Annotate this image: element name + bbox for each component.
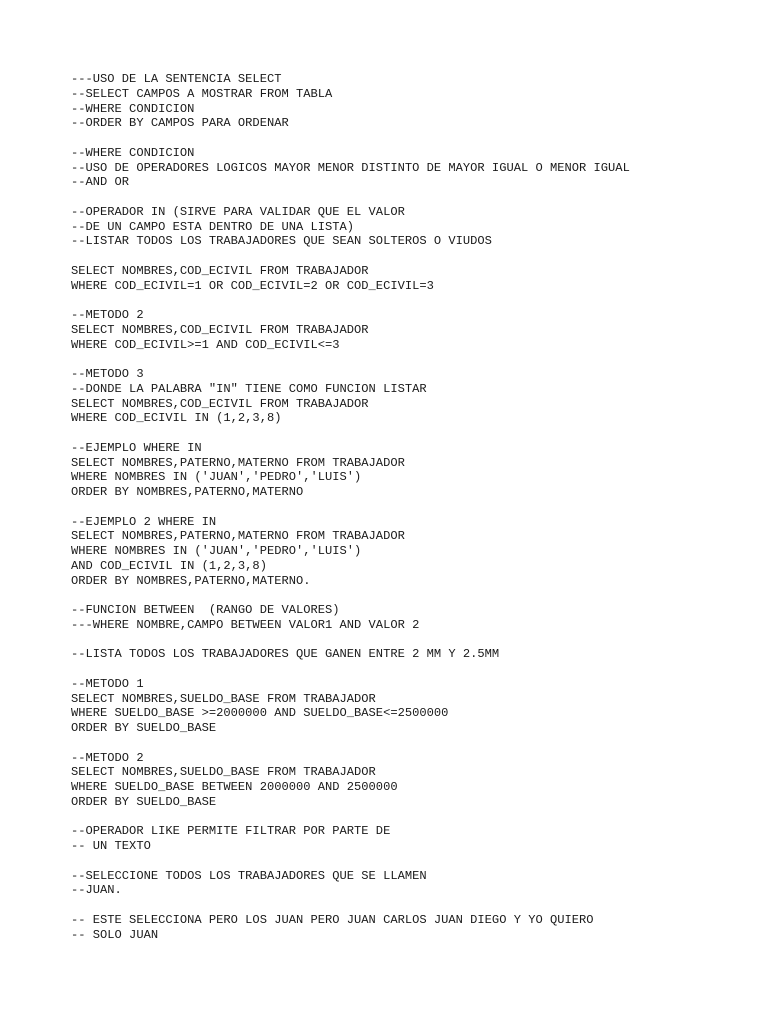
code-block: [71, 441, 751, 500]
code-line: WHERE NOMBRES IN ('JUAN','PEDRO','LUIS'): [71, 470, 362, 485]
code-block: [71, 647, 751, 662]
code-line: --METODO 2: [71, 750, 144, 765]
code-line: SELECT NOMBRES,SUELDO_BASE FROM TRABAJADOR: [71, 765, 376, 780]
code-line: -- ESTE SELECCIONA PERO LOS JUAN PERO JUAN CARLOS JUAN DIEGO Y YO QUIERO: [71, 912, 594, 927]
code-line: --SELECCIONE TODOS LOS TRABAJADORES QUE SE LLAMEN: [71, 868, 427, 883]
code-block: [71, 264, 751, 294]
code-line: --DE UN CAMPO ESTA DENTRO DE UNA LISTA): [71, 219, 355, 234]
code-line: --LISTAR TODOS LOS TRABAJADORES QUE SEAN SOLTEROS O VIUDOS: [71, 234, 492, 249]
code-block: [71, 146, 751, 190]
code-line: ORDER BY NOMBRES,PATERNO,MATERNO: [71, 485, 304, 499]
code-line: WHERE NOMBRES IN ('JUAN','PEDRO','LUIS'): [71, 544, 362, 558]
code-line: SELECT NOMBRES,COD_ECIVIL FROM TRABAJADOR: [71, 396, 369, 411]
code-line: --ORDER BY CAMPOS PARA ORDENAR: [71, 116, 289, 131]
code-block: [71, 677, 751, 736]
code-block: [71, 751, 751, 810]
code-line: --EJEMPLO WHERE IN: [71, 440, 202, 455]
code-line: SELECT NOMBRES,PATERNO,MATERNO FROM TRABAJADOR: [71, 529, 405, 544]
code-line: --METODO 3: [71, 367, 144, 381]
code-line: WHERE SUELDO_BASE BETWEEN 2000000 AND 2500000: [71, 780, 398, 794]
code-line: --SELECT CAMPOS A MOSTRAR FROM TABLA: [71, 86, 333, 101]
code-line: WHERE SUELDO_BASE >=2000000 AND SUELDO_BASE<=2500000: [71, 706, 449, 721]
code-line: --LISTA TODOS LOS TRABAJADORES QUE GANEN ENTRE 2 MM Y 2.5MM: [71, 647, 500, 662]
code-line: --AND OR: [71, 175, 130, 190]
code-line: WHERE COD_ECIVIL>=1 AND COD_ECIVIL<=3: [71, 337, 340, 352]
document-body: [71, 72, 751, 957]
code-line: WHERE COD_ECIVIL=1 OR COD_ECIVIL=2 OR COD_ECIVIL=3: [71, 278, 434, 293]
code-line: ORDER BY NOMBRES,PATERNO,MATERNO.: [71, 573, 311, 588]
code-line: -- SOLO JUAN: [71, 927, 159, 942]
code-line: SELECT NOMBRES,COD_ECIVIL FROM TRABAJADOR: [71, 263, 369, 278]
code-line: --METODO 2: [71, 308, 144, 322]
code-line: SELECT NOMBRES,PATERNO,MATERNO FROM TRABAJADOR: [71, 455, 405, 470]
code-line: --USO DE OPERADORES LOGICOS MAYOR MENOR DISTINTO DE MAYOR IGUAL O MENOR IGUAL: [71, 160, 630, 175]
code-line: ORDER BY SUELDO_BASE: [71, 794, 217, 809]
code-line: SELECT NOMBRES,COD_ECIVIL FROM TRABAJADOR: [71, 322, 369, 337]
code-line: SELECT NOMBRES,SUELDO_BASE FROM TRABAJADOR: [71, 691, 376, 706]
code-block: [71, 205, 751, 249]
code-line: --OPERADOR LIKE PERMITE FILTRAR POR PARTE DE: [71, 824, 391, 839]
code-block: [71, 603, 751, 633]
code-line: WHERE COD_ECIVIL IN (1,2,3,8): [71, 411, 282, 426]
code-block: [71, 308, 751, 352]
code-block: [71, 869, 751, 899]
code-block: [71, 913, 751, 943]
code-block: [71, 824, 751, 854]
code-line: --OPERADOR IN (SIRVE PARA VALIDAR QUE EL VALOR: [71, 204, 405, 219]
code-line: --JUAN.: [71, 883, 122, 898]
code-line: --WHERE CONDICION: [71, 145, 195, 160]
code-block: [71, 72, 751, 131]
code-line: ---WHERE NOMBRE,CAMPO BETWEEN VALOR1 AND VALOR 2: [71, 617, 420, 632]
code-block: [71, 515, 751, 589]
code-line: ORDER BY SUELDO_BASE: [71, 721, 217, 735]
code-line: --METODO 1: [71, 676, 144, 691]
code-line: --FUNCION BETWEEN (RANGO DE VALORES): [71, 603, 340, 617]
code-line: --EJEMPLO 2 WHERE IN: [71, 514, 217, 529]
code-line: -- UN TEXTO: [71, 839, 151, 853]
code-block: [71, 367, 751, 426]
code-line: --DONDE LA PALABRA "IN" TIENE COMO FUNCION LISTAR: [71, 381, 427, 396]
code-line: AND COD_ECIVIL IN (1,2,3,8): [71, 558, 267, 573]
code-line: ---USO DE LA SENTENCIA SELECT: [71, 72, 282, 86]
code-line: --WHERE CONDICION: [71, 101, 195, 116]
